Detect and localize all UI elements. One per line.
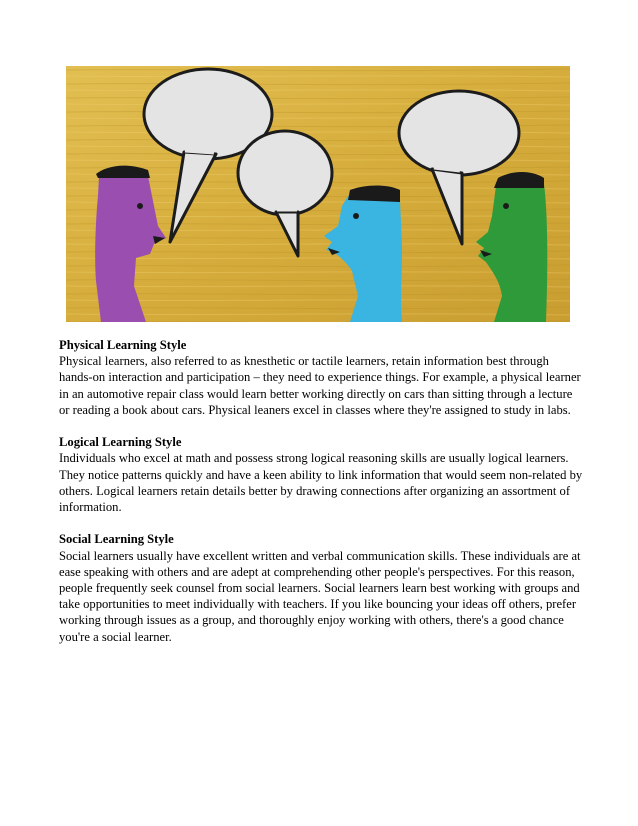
speech-bubbles-illustration bbox=[66, 66, 570, 322]
section-physical-learning bbox=[59, 337, 584, 418]
section-logical-learning bbox=[59, 434, 584, 515]
article-text bbox=[59, 337, 584, 661]
section-paragraph: Individuals who excel at math and possess strong logical reasoning skills are usually logical learners. They notice patterns quickly and have a keen ability to link information that would seem non-related by others. Logical learners retain details better by drawing connections after organizing an assortment of information. bbox=[59, 451, 583, 515]
section-heading: Social Learning Style bbox=[59, 532, 174, 547]
section-heading: Logical Learning Style bbox=[59, 435, 182, 450]
section-social-learning bbox=[59, 531, 584, 644]
section-paragraph: Social learners usually have excellent written and verbal communication skills. These individuals are at ease speaking with others and are adept at comprehending other people's perspectives. For this reason, people frequently seek counsel from social learners. Social learners learn best working with groups and take opportunities to meet individually with teachers. If you like bouncing your ideas off others, prefer working through issues as a group, and thoroughly enjoy working with others, there's a good chance you're a social learner. bbox=[59, 548, 581, 644]
section-heading: Physical Learning Style bbox=[59, 338, 187, 352]
section-paragraph: Physical learners, also referred to as knesthetic or tactile learners, retain information best through hands-on interaction and participation – they need to experience things. For example, a physical learner in an automotive repair class would learn better working directly on cars than sitting through a lecture or reading a book about cars. Physical leaners excel in classes where they're assigned to study in labs. bbox=[59, 354, 581, 417]
